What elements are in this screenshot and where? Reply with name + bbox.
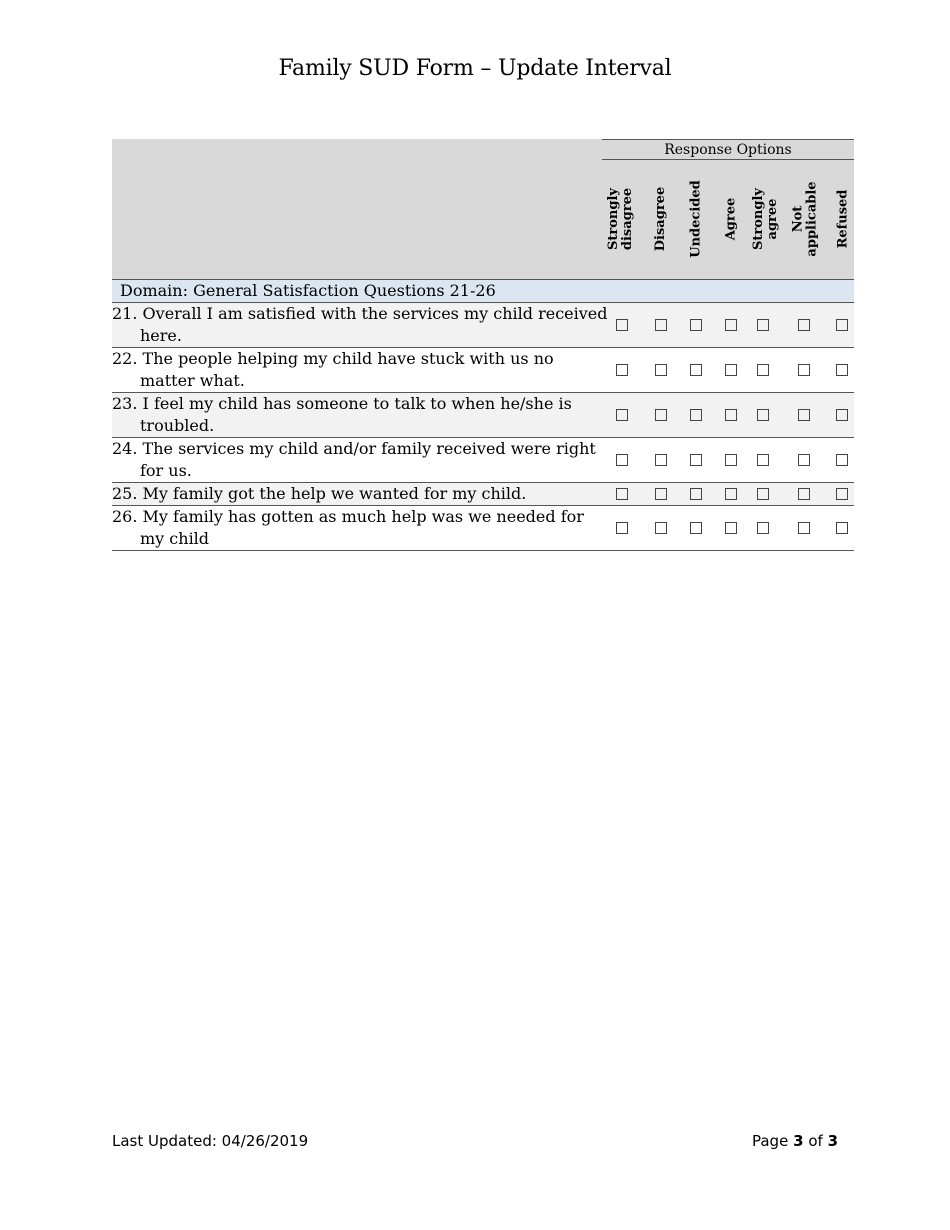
question-row-25 <box>112 482 854 505</box>
checkbox-strongly-disagree[interactable] <box>616 488 628 500</box>
checkbox-agree[interactable] <box>725 319 737 331</box>
domain-label: Domain: General Satisfaction Questions 21-26 <box>112 279 854 302</box>
question-text: 21. Overall I am satisfied with the services my child received here. <box>112 304 608 345</box>
checkbox-not-applicable[interactable] <box>798 488 810 500</box>
response-options-header: Response Options <box>602 139 854 160</box>
form-title: Family SUD Form – Update Interval <box>278 56 672 81</box>
checkbox-refused[interactable] <box>836 319 848 331</box>
option-header-disagree: Disagree <box>653 186 668 252</box>
checkbox-disagree[interactable] <box>655 522 667 534</box>
question-text: 24. The services my child and/or family received were right for us. <box>112 439 596 480</box>
page-number: Page 3 of 3 <box>751 1132 838 1150</box>
checkbox-strongly-disagree[interactable] <box>616 409 628 421</box>
question-text: 26. My family has gotten as much help was we needed for my child <box>112 507 584 548</box>
checkbox-undecided[interactable] <box>690 522 702 534</box>
question-text: 25. My family got the help we wanted for my child. <box>112 484 527 503</box>
checkbox-strongly-agree[interactable] <box>757 488 769 500</box>
checkbox-disagree[interactable] <box>655 488 667 500</box>
checkbox-disagree[interactable] <box>655 364 667 376</box>
checkbox-disagree[interactable] <box>655 454 667 466</box>
checkbox-disagree[interactable] <box>655 319 667 331</box>
question-row-23 <box>112 392 854 437</box>
checkbox-strongly-disagree[interactable] <box>616 522 628 534</box>
option-header-strongly-disagree: Strongly disagree <box>606 187 636 251</box>
checkbox-undecided[interactable] <box>690 319 702 331</box>
question-row-21 <box>112 302 854 347</box>
checkbox-strongly-agree[interactable] <box>757 409 769 421</box>
checkbox-agree[interactable] <box>725 454 737 466</box>
question-row-26 <box>112 505 854 551</box>
checkbox-not-applicable[interactable] <box>798 364 810 376</box>
checkbox-not-applicable[interactable] <box>798 319 810 331</box>
checkbox-strongly-agree[interactable] <box>757 454 769 466</box>
question-text: 23. I feel my child has someone to talk to when he/she is troubled. <box>112 394 572 435</box>
question-text: 22. The people helping my child have stuck with us no matter what. <box>112 349 554 390</box>
checkbox-strongly-disagree[interactable] <box>616 364 628 376</box>
checkbox-disagree[interactable] <box>655 409 667 421</box>
checkbox-strongly-disagree[interactable] <box>616 454 628 466</box>
question-row-22 <box>112 347 854 392</box>
last-updated: Last Updated: 04/26/2019 <box>112 1132 309 1150</box>
checkbox-strongly-agree[interactable] <box>757 364 769 376</box>
option-header-strongly-agree: Strongly agree <box>751 188 781 250</box>
checkbox-not-applicable[interactable] <box>798 454 810 466</box>
checkbox-strongly-agree[interactable] <box>757 319 769 331</box>
checkbox-undecided[interactable] <box>690 364 702 376</box>
checkbox-agree[interactable] <box>725 364 737 376</box>
checkbox-refused[interactable] <box>836 409 848 421</box>
question-row-24 <box>112 437 854 482</box>
checkbox-agree[interactable] <box>725 522 737 534</box>
checkbox-refused[interactable] <box>836 454 848 466</box>
option-header-undecided: Undecided <box>689 180 704 258</box>
checkbox-agree[interactable] <box>725 409 737 421</box>
option-header-agree: Agree <box>722 197 738 241</box>
survey-table <box>112 139 854 551</box>
checkbox-not-applicable[interactable] <box>798 522 810 534</box>
checkbox-undecided[interactable] <box>690 488 702 500</box>
checkbox-strongly-agree[interactable] <box>757 522 769 534</box>
checkbox-strongly-disagree[interactable] <box>616 319 628 331</box>
option-header-not-applicable: Not applicable <box>791 181 820 257</box>
checkbox-undecided[interactable] <box>690 454 702 466</box>
table-header <box>112 139 854 279</box>
checkbox-not-applicable[interactable] <box>798 409 810 421</box>
checkbox-refused[interactable] <box>836 522 848 534</box>
option-header-refused: Refused <box>835 189 850 249</box>
checkbox-undecided[interactable] <box>690 409 702 421</box>
checkbox-refused[interactable] <box>836 364 848 376</box>
checkbox-agree[interactable] <box>725 488 737 500</box>
checkbox-refused[interactable] <box>836 488 848 500</box>
